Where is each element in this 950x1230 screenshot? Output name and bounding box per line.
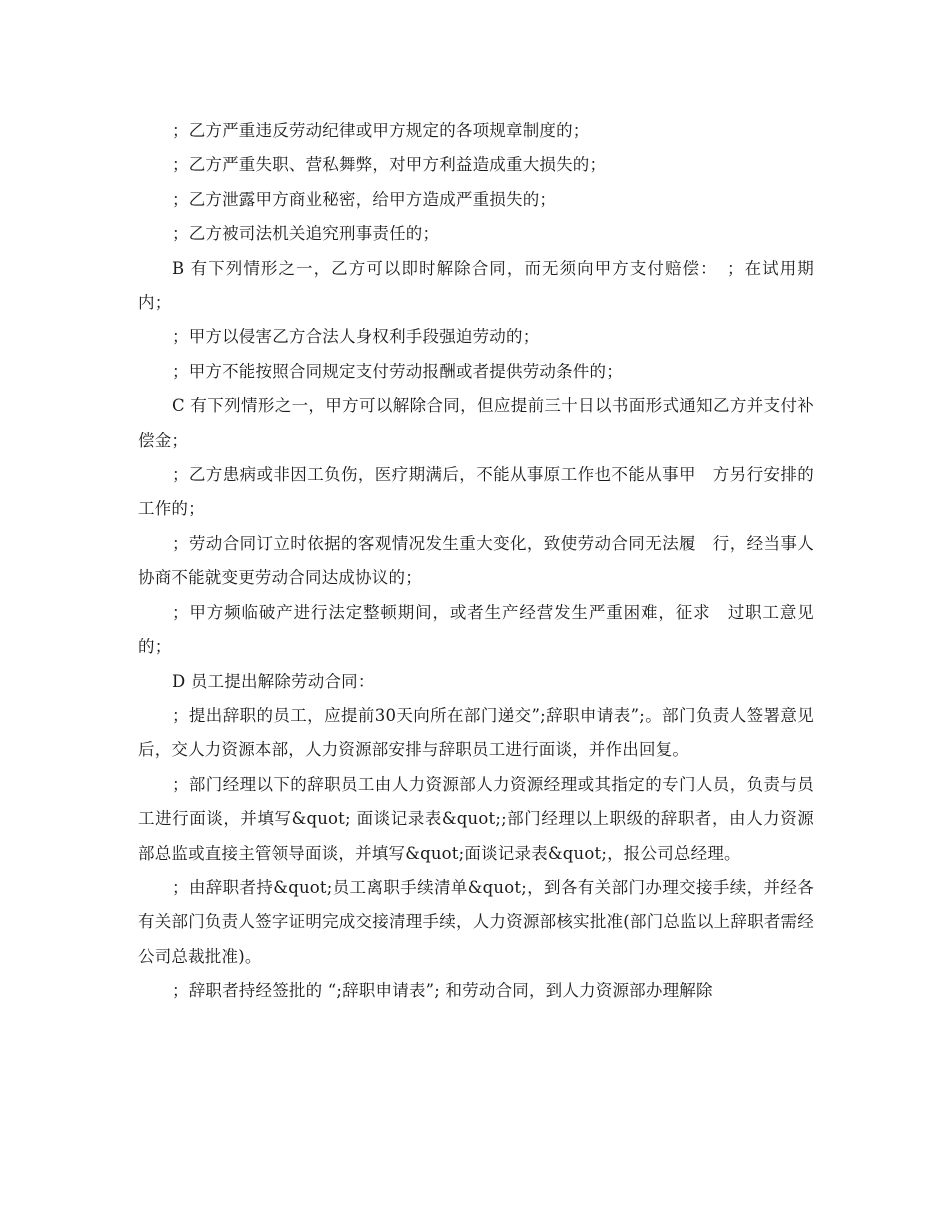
paragraph: ；由辞职者持&quot;员工离职手续清单&quot;，到各有关部门办理交接手续，并经各有关部门负责人签字证明完成交接清理手续，人力资源部核实批准(部门总监以上辞职者需经公司总裁批准)。 (138, 877, 814, 966)
paragraph: ；乙方患病或非因工负伤，医疗期满后，不能从事原工作也不能从事甲 方另行安排的工作的； (138, 465, 814, 519)
paragraph: D 员工提出解除劳动合同： (172, 671, 375, 691)
paragraph: C 有下列情形之一，甲方可以解除合同，但应提前三十日以书面形式通知乙方并支付补偿金； (138, 396, 814, 450)
paragraph: ；劳动合同订立时依据的客观情况发生重大变化，致使劳动合同无法履 行，经当事人协商不能就变更劳动合同达成协议的； (138, 533, 814, 588)
paragraph: ；乙方泄露甲方商业秘密，给甲方造成严重损失的； (172, 189, 557, 209)
paragraph: ；乙方被司法机关追究刑事责任的； (172, 224, 440, 244)
document-body (138, 114, 814, 1009)
paragraph: B 有下列情形之一，乙方可以即时解除合同，而无须向甲方支付赔偿： ；在试用期内； (138, 258, 814, 313)
paragraph: ；提出辞职的员工，应提前30天向所在部门递交”;辞职申请表”;。部门负责人签署意见后，交人力资源本部，人力资源部安排与辞职员工进行面谈，并作出回复。 (138, 705, 814, 760)
paragraph: ；乙方严重违反劳动纪律或甲方规定的各项规章制度的； (172, 121, 590, 140)
paragraph: ；乙方严重失职、营私舞弊，对甲方利益造成重大损失的； (172, 155, 607, 175)
paragraph: ；辞职者持经签批的 “;辞职申请表”; 和劳动合同，到人力资源部办理解除 (172, 981, 713, 1001)
paragraph: ；甲方不能按照合同规定支付劳动报酬或者提供劳动条件的； (172, 361, 623, 381)
paragraph: ；甲方以侵害乙方合法人身权利手段强迫劳动的； (172, 327, 540, 347)
paragraph: ；部门经理以下的辞职员工由人力资源部人力资源经理或其指定的专门人员，负责与员工进行面谈，并填写&quot; 面谈记录表&quot;;部门经理以上职级的辞职者，由人力资源部总监或直接主管领导面谈，并填写&quot;面谈记录表&quot;，报公司总经理。 (138, 774, 814, 863)
paragraph: ；甲方频临破产进行法定整顿期间，或者生产经营发生严重困难，征求 过职工意见的； (138, 602, 814, 657)
